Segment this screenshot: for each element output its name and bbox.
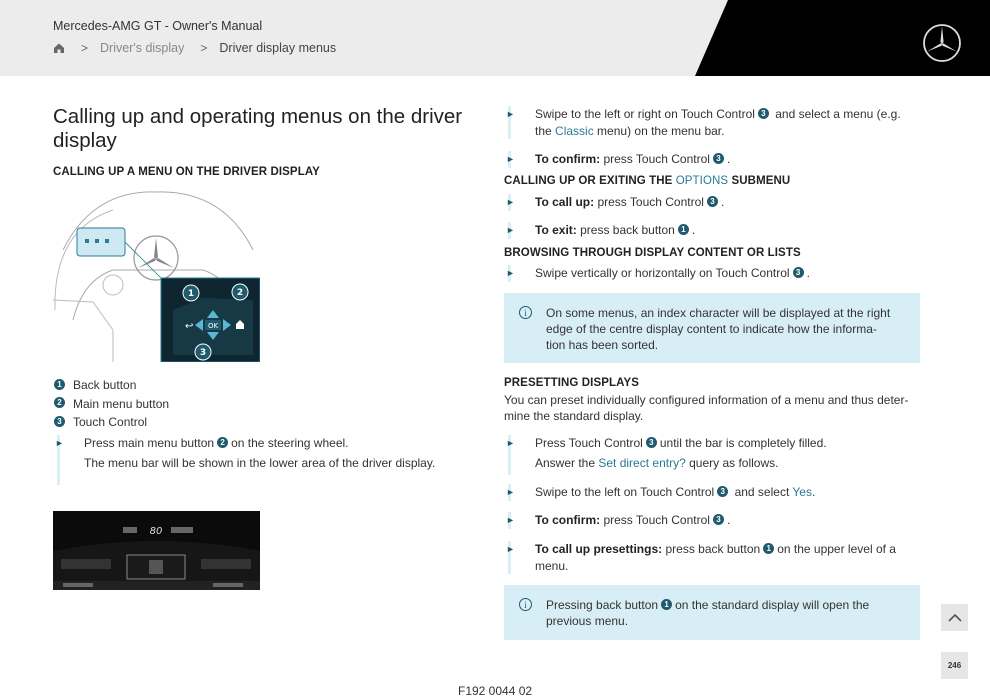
- breadcrumb-item-driver-display-menus[interactable]: Driver display menus: [219, 41, 337, 55]
- callout-2: 2: [236, 288, 244, 298]
- chevron-up-icon: [948, 613, 962, 622]
- info-box-back-button: i Pressing back button 1 on the standard display will open the previous menu.: [504, 585, 920, 640]
- step-confirm-preset: ► To confirm: press Touch Control 3 .: [506, 513, 731, 527]
- legend-item: [53, 395, 169, 414]
- set-direct-entry-link[interactable]: Set direct entry?: [598, 456, 686, 470]
- figure-code: F192 0044 02: [458, 684, 533, 698]
- menu-link-classic[interactable]: Classic: [555, 124, 594, 138]
- info-icon: i: [519, 306, 532, 319]
- step-swipe-browse: ► Swipe vertically or horizontally on Touch Control 3 .: [506, 266, 810, 280]
- number-badge: 2: [217, 437, 228, 448]
- legend-label: Back button: [73, 378, 137, 393]
- callout-1: 1: [187, 289, 195, 299]
- step-press-touch-control: ► Press Touch Control 3 until the bar is completely filled. Answer the Set direct entry? query as follows.: [504, 435, 920, 475]
- number-badge: 1: [54, 379, 65, 390]
- step-confirm: ► To confirm: press Touch Control 3 .: [506, 152, 731, 166]
- step-exit: ► To exit: press back button 1 .: [506, 223, 696, 237]
- step-arrow-icon: ►: [506, 544, 515, 554]
- number-badge: 3: [793, 267, 804, 278]
- speed-readout: 80: [149, 526, 163, 537]
- page-title: Calling up and operating menus on the driver display: [53, 105, 463, 152]
- options-link[interactable]: OPTIONS: [675, 175, 729, 187]
- step-arrow-icon: ►: [506, 154, 515, 164]
- section-heading-presetting: PRESETTING DISPLAYS: [504, 377, 640, 389]
- info-box-index-character: i On some menus, an index character will be displayed at the right edge of the centre display content to indicate how the informa- tion has been sorted.: [504, 293, 920, 363]
- step-arrow-icon: ►: [55, 438, 64, 448]
- breadcrumb-item-drivers-display[interactable]: Driver's display: [100, 41, 185, 55]
- step-arrow-icon: ►: [506, 515, 515, 525]
- step-arrow-icon: ►: [506, 109, 515, 119]
- legend: [53, 376, 169, 432]
- step-result: The menu bar will be shown in the lower area of the driver display.: [84, 456, 436, 470]
- mercedes-star-logo[interactable]: [922, 23, 962, 63]
- section-heading-options-submenu: CALLING UP OR EXITING THE OPTIONS SUBMENU: [504, 175, 791, 187]
- legend-item: [53, 413, 169, 432]
- svg-text:↩: ↩: [185, 321, 194, 332]
- number-badge: 3: [54, 416, 65, 427]
- number-badge: 3: [758, 108, 769, 119]
- yes-link[interactable]: Yes: [792, 485, 812, 499]
- step-press-main-menu: ► Press main menu button 2 on the steering wheel. The menu bar will be shown in the lower area of the driver display.: [53, 435, 473, 485]
- driver-display-screenshot: [53, 511, 260, 590]
- breadcrumb: [53, 41, 336, 55]
- number-badge: 3: [646, 437, 657, 448]
- step-swipe-select-menu: ► Swipe to the left or right on Touch Control 3 and select a menu (e.g. the Classic menu) on the menu bar.: [506, 107, 901, 138]
- callout-3: 3: [199, 348, 207, 358]
- home-icon[interactable]: [53, 42, 65, 54]
- steering-wheel-illustration: [53, 190, 260, 362]
- scroll-to-top-button[interactable]: [941, 604, 968, 631]
- step-call-up: ► To call up: press Touch Control 3 .: [506, 195, 725, 209]
- ok-label: OK: [207, 322, 219, 330]
- chevron-right-icon: >: [200, 41, 208, 55]
- legend-label: Main menu button: [73, 396, 170, 411]
- step-swipe-select-yes: ► Swipe to the left on Touch Control 3 and select Yes.: [506, 485, 816, 499]
- page-number: 246: [941, 652, 968, 679]
- preset-paragraph: You can preset individually configured information of a menu and thus deter- mine the standard display.: [504, 393, 909, 423]
- number-badge: 3: [707, 196, 718, 207]
- number-badge: 2: [54, 397, 65, 408]
- step-arrow-icon: ►: [506, 197, 515, 207]
- step-arrow-icon: ►: [506, 438, 515, 448]
- legend-label: Touch Control: [73, 415, 148, 430]
- section-heading-calling-up-menu: CALLING UP A MENU ON THE DRIVER DISPLAY: [53, 166, 320, 178]
- manual-title: Mercedes-AMG GT - Owner's Manual: [53, 19, 263, 33]
- number-badge: 3: [717, 486, 728, 497]
- number-badge: 3: [713, 514, 724, 525]
- step-arrow-icon: ►: [506, 225, 515, 235]
- chevron-right-icon: >: [81, 41, 89, 55]
- legend-item: [53, 376, 169, 395]
- step-arrow-icon: ►: [506, 268, 515, 278]
- section-heading-browsing: BROWSING THROUGH DISPLAY CONTENT OR LISTS: [504, 247, 801, 259]
- number-badge: 1: [678, 224, 689, 235]
- step-result: Answer the Set direct entry? query as follows.: [535, 456, 779, 470]
- step-call-up-presettings: ► To call up presettings: press back button 1 on the upper level of a menu.: [506, 542, 896, 573]
- number-badge: 1: [763, 543, 774, 554]
- number-badge: 3: [713, 153, 724, 164]
- header-black-panel: [0, 0, 990, 76]
- info-icon: i: [519, 598, 532, 611]
- step-arrow-icon: ►: [506, 487, 515, 497]
- number-badge: 1: [661, 599, 672, 610]
